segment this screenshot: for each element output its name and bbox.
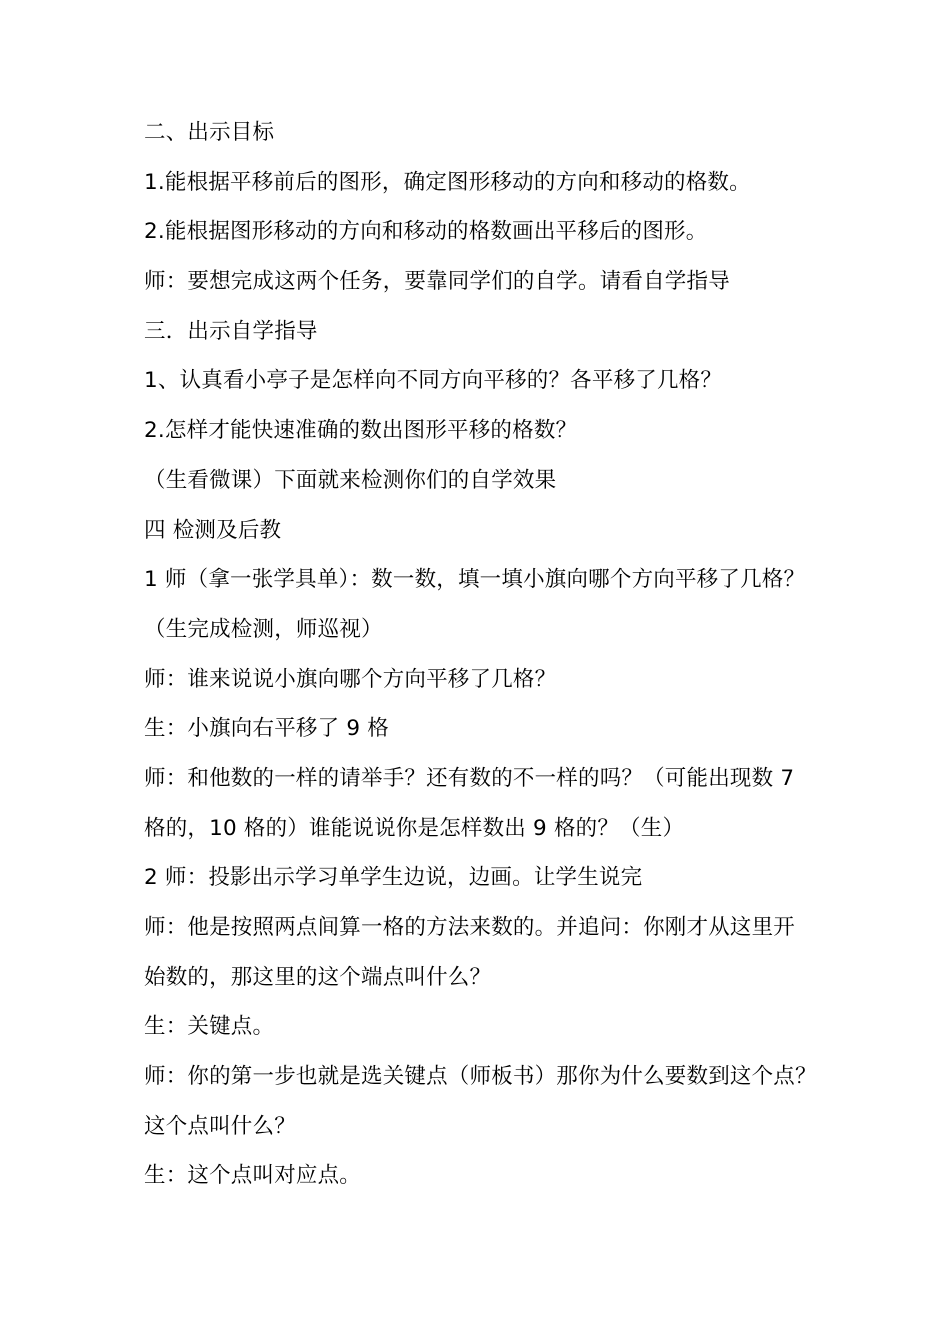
student-line: 生：这个点叫对应点。 (144, 1163, 362, 1189)
section-heading-self-study: 三．出示自学指导 (144, 318, 318, 344)
teacher-line: 师：他是按照两点间算一格的方法来数的。并追问：你刚才从这里开 (144, 915, 796, 940)
student-line: 生：小旗向右平移了 9 格 (144, 716, 389, 742)
paragraph-line: 格的，10 格的）谁能说说你是怎样数出 9 格的？（生） (144, 815, 685, 841)
teacher-line: 师：要想完成这两个任务，要靠同学们的自学。请看自学指导 (144, 269, 730, 295)
goal-item-1: 1.能根据平移前后的图形，确定图形移动的方向和移动的格数。 (144, 169, 751, 195)
paragraph-line: （生完成检测，师巡视） (144, 616, 383, 642)
self-study-item-1: 1、认真看小亭子是怎样向不同方向平移的？各平移了几格？ (144, 368, 723, 394)
section-heading-check: 四 检测及后教 (144, 517, 282, 543)
paragraph-line: 2 师：投影出示学习单学生边说，边画。让学生说完 (144, 865, 643, 891)
paragraph-line: 始数的，那这里的这个端点叫什么？ (144, 964, 492, 990)
self-study-item-2: 2.怎样才能快速准确的数出图形平移的格数？ (144, 418, 578, 444)
document-body (144, 108, 817, 1201)
student-line: 生：关键点。 (144, 1014, 275, 1040)
teacher-line: 师：谁来说说小旗向哪个方向平移了几格？ (144, 666, 557, 692)
paragraph-line: 1 师（拿一张学具单）：数一数，填一填小旗向哪个方向平移了几格？ (144, 567, 806, 593)
paragraph-line: （生看微课）下面就来检测你们的自学效果 (144, 467, 557, 493)
paragraph-line: 这个点叫什么？ (144, 1113, 296, 1139)
teacher-line: 师：和他数的一样的请举手？还有数的不一样的吗？（可能出现数 7 (144, 765, 795, 791)
section-heading-goals: 二、出示目标 (144, 120, 275, 145)
goal-item-2: 2.能根据图形移动的方向和移动的格数画出平移后的图形。 (144, 219, 708, 245)
teacher-line: 师：你的第一步也就是选关键点（师板书）那你为什么要数到这个点？ (144, 1064, 817, 1090)
